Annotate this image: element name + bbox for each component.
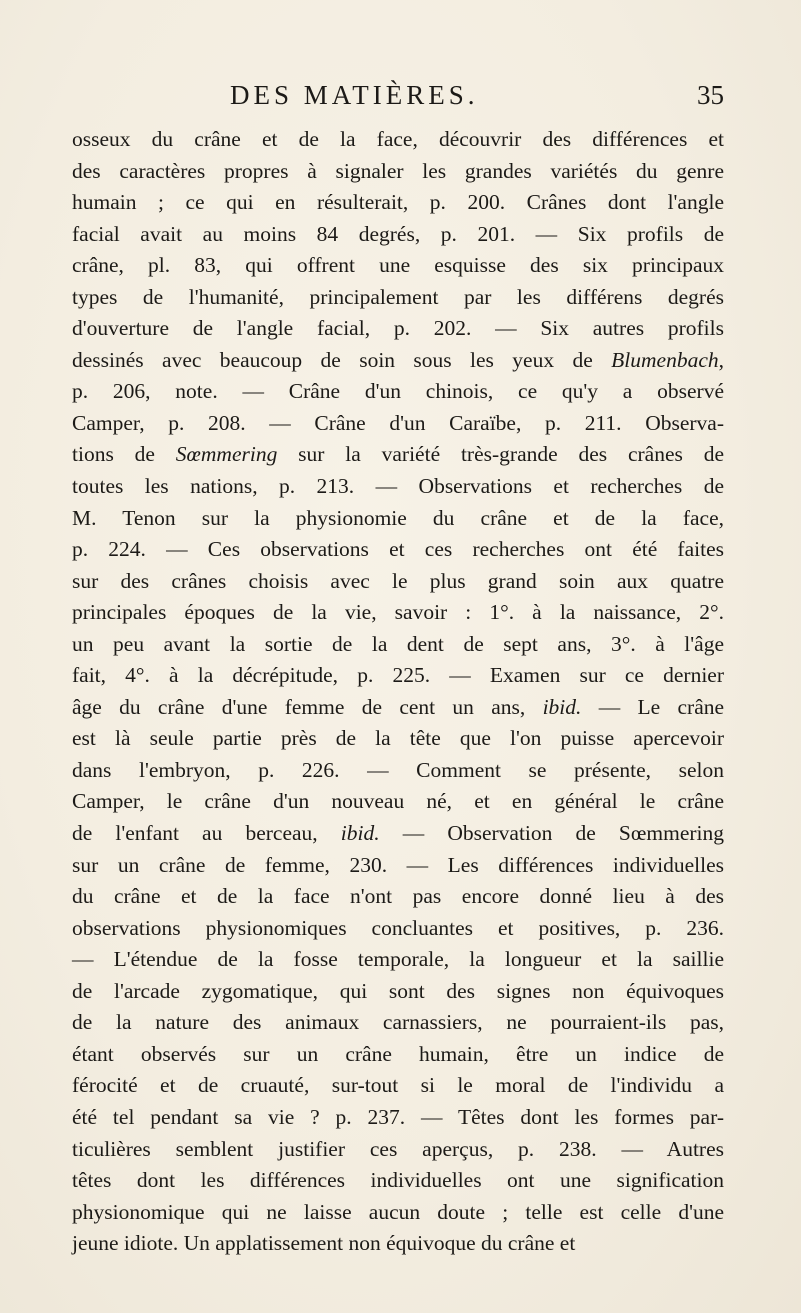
- text-line: Camper, le crâne d'un nouveau né, et en général le crâne: [72, 789, 724, 814]
- italic-name: Sœmmering: [175, 442, 278, 467]
- text-line: osseux du crâne et de la face, découvrir des différences et: [72, 127, 724, 151]
- text-line: M. Tenon sur la physionomie du crâne et de la face,: [72, 505, 724, 530]
- text-line: — L'étendue de la fosse temporale, la longueur et la saillie: [72, 947, 724, 972]
- text-line: toutes les nations, p. 213. — Observations et recherches de: [72, 474, 724, 499]
- text-segment: ,: [718, 347, 724, 372]
- text-segment: âge du crâne d'une femme de cent un ans,: [72, 694, 526, 719]
- italic-ibid: ibid.: [340, 821, 380, 846]
- text-line: [72, 818, 724, 850]
- text-line: observations physionomiques concluantes et positives, p. 236.: [72, 915, 724, 940]
- page-number: 35: [697, 80, 724, 110]
- text-line: de l'arcade zygomatique, qui sont des signes non équivoques: [72, 978, 724, 1003]
- text-line: Camper, p. 208. — Crâne d'un Caraïbe, p. 211. Observa-: [72, 410, 724, 435]
- text-line: du crâne et de la face n'ont pas encore donné lieu à des: [72, 884, 724, 909]
- text-line: férocité et de cruauté, sur-tout si le moral de l'individu a: [72, 1073, 724, 1098]
- text-line: p. 224. — Ces observations et ces recherches ont été faites: [72, 537, 724, 562]
- page-header: [72, 80, 724, 120]
- text-line: jeune idiote. Un applatissement non équivoque du crâne et: [72, 1231, 576, 1256]
- text-line: des caractères propres à signaler les grandes variétés du genre: [72, 158, 724, 183]
- index-paragraph: [72, 124, 724, 1260]
- text-line: physionomique qui ne laisse aucun doute ; telle est celle d'une: [72, 1199, 724, 1224]
- text-line: étant observés sur un crâne humain, être un indice de: [72, 1041, 724, 1066]
- text-line: sur des crânes choisis avec le plus grand soin aux quatre: [72, 568, 724, 593]
- text-line: types de l'humanité, principalement par les différens degrés: [72, 284, 724, 309]
- text-line: sur un crâne de femme, 230. — Les différences individuelles: [72, 852, 724, 877]
- text-segment: dessinés avec beaucoup de soin sous les yeux de: [72, 347, 593, 372]
- text-line: facial avait au moins 84 degrés, p. 201. — Six profils de: [72, 221, 724, 246]
- text-line: humain ; ce qui en résulterait, p. 200. Crânes dont l'angle: [72, 190, 724, 215]
- text-line: [72, 439, 724, 471]
- running-title: DES MATIÈRES.: [230, 80, 479, 110]
- text-line: [72, 345, 724, 377]
- text-line: p. 206, note. — Crâne d'un chinois, ce qu'y a observé: [72, 379, 724, 404]
- italic-ibid: ibid.: [542, 694, 582, 719]
- text-line: ticulières semblent justifier ces aperçus, p. 238. — Autres: [72, 1136, 724, 1161]
- text-segment: — Le crâne: [598, 694, 725, 719]
- italic-name: Blumenbach: [611, 347, 719, 372]
- text-line: dans l'embryon, p. 226. — Comment se présente, selon: [72, 757, 724, 782]
- text-segment: tions de: [72, 442, 155, 467]
- text-line: un peu avant la sortie de la dent de sept ans, 3°. à l'âge: [72, 631, 724, 656]
- text-line: crâne, pl. 83, qui offrent une esquisse des six principaux: [72, 253, 724, 278]
- text-segment: de l'enfant au berceau,: [72, 821, 318, 846]
- text-line: principales époques de la vie, savoir : 1°. à la naissance, 2°.: [72, 600, 724, 625]
- text-segment: sur la variété très-grande des crânes de: [298, 442, 725, 467]
- text-line: fait, 4°. à la décrépitude, p. 225. — Examen sur ce dernier: [72, 663, 724, 688]
- text-segment: — Observation de Sœmmering: [402, 821, 725, 846]
- text-line: [72, 692, 724, 724]
- text-line: d'ouverture de l'angle facial, p. 202. — Six autres profils: [72, 316, 724, 341]
- text-line: têtes dont les différences individuelles ont une signification: [72, 1168, 724, 1193]
- text-line: de la nature des animaux carnassiers, ne pourraient-ils pas,: [72, 1010, 724, 1035]
- text-line: est là seule partie près de la tête que l'on puisse apercevoir: [72, 726, 724, 751]
- text-line: été tel pendant sa vie ? p. 237. — Têtes dont les formes par-: [72, 1104, 724, 1129]
